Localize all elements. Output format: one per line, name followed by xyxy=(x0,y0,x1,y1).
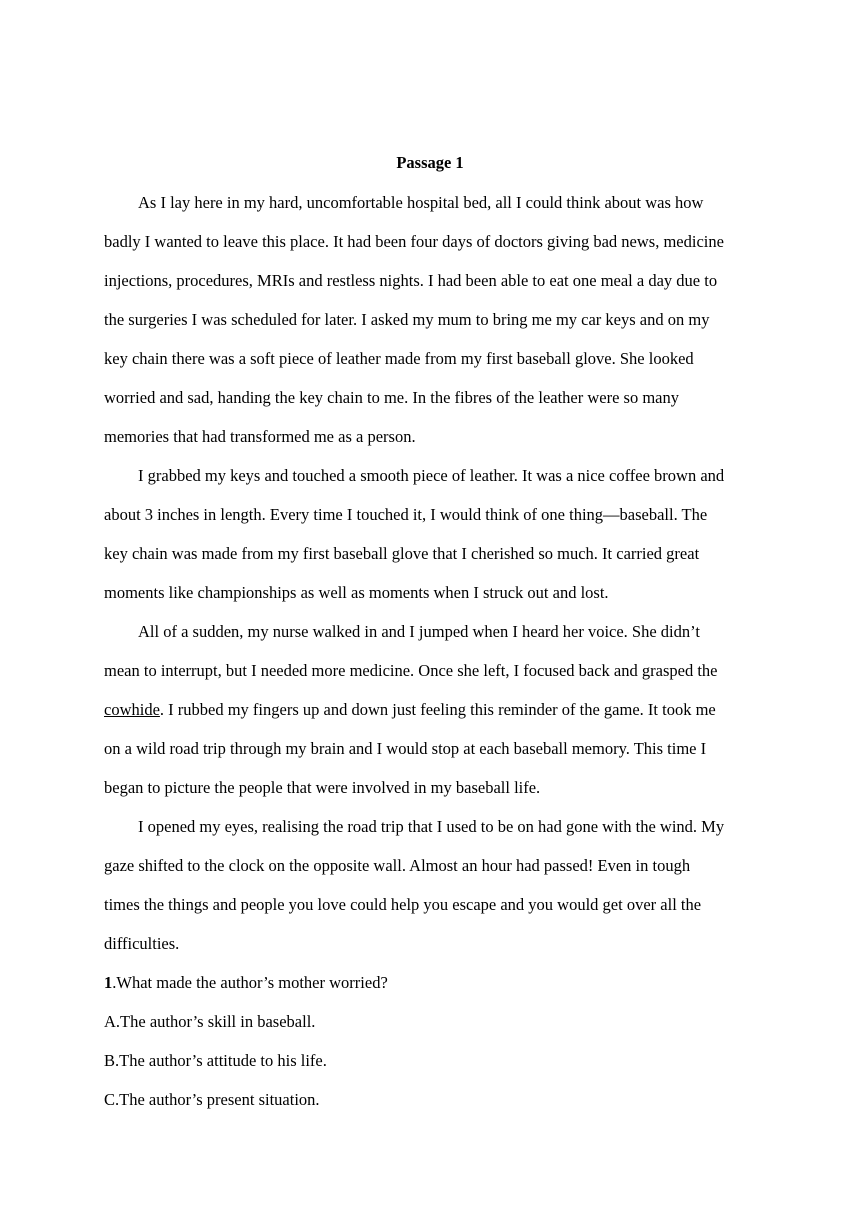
paragraph-4-line-1: I opened my eyes, realising the road trip that I used to be on had gone with the wind. My xyxy=(138,817,725,836)
question-text: .What made the author’s mother worried? xyxy=(112,973,388,992)
paragraph-3-line-5: began to picture the people that were involved in my baseball life. xyxy=(104,778,541,797)
paragraph-1-line-1: As I lay here in my hard, uncomfortable hospital bed, all I could think about was how xyxy=(138,193,704,212)
option-a: A.The author’s skill in baseball. xyxy=(104,1012,316,1031)
paragraph-4-line-3: times the things and people you love could help you escape and you would get over all the xyxy=(104,895,702,914)
option-b: B.The author’s attitude to his life. xyxy=(104,1051,327,1070)
paragraph-1-line-3: injections, procedures, MRIs and restless nights. I had been able to eat one meal a day due to xyxy=(104,271,718,290)
passage-title: Passage 1 xyxy=(396,153,464,172)
paragraph-3-line-4: on a wild road trip through my brain and I would stop at each baseball memory. This time I xyxy=(104,739,707,758)
paragraph-3-line-3 xyxy=(104,700,716,720)
paragraph-1-line-7: memories that had transformed me as a person. xyxy=(104,427,416,446)
paragraph-4-line-4: difficulties. xyxy=(104,934,180,953)
paragraph-2-line-2: about 3 inches in length. Every time I touched it, I would think of one thing—baseball. The xyxy=(104,505,708,524)
paragraph-4-line-2: gaze shifted to the clock on the opposite wall. Almost an hour had passed! Even in tough xyxy=(104,856,691,875)
paragraph-2-line-4: moments like championships as well as moments when I struck out and lost. xyxy=(104,583,609,602)
paragraph-2-line-3: key chain was made from my first baseball glove that I cherished so much. It carried great xyxy=(104,544,700,563)
paragraph-1-line-4: the surgeries I was scheduled for later. I asked my mum to bring me my car keys and on my xyxy=(104,310,710,329)
underlined-word-cowhide: cowhide xyxy=(104,700,160,719)
paragraph-3-line-1: All of a sudden, my nurse walked in and I jumped when I heard her voice. She didn’t xyxy=(138,622,700,641)
paragraph-1-line-6: worried and sad, handing the key chain to me. In the fibres of the leather were so many xyxy=(104,388,680,407)
option-c: C.The author’s present situation. xyxy=(104,1090,320,1109)
paragraph-2-line-1: I grabbed my keys and touched a smooth piece of leather. It was a nice coffee brown and xyxy=(138,466,725,485)
paragraph-3-line-2: mean to interrupt, but I needed more medicine. Once she left, I focused back and grasped the xyxy=(104,661,718,680)
question-number: 1 xyxy=(104,973,113,992)
question-1 xyxy=(104,973,388,993)
paragraph-3-line-3-rest: . I rubbed my fingers up and down just feeling this reminder of the game. It took me xyxy=(159,700,716,719)
paragraph-1-line-2: badly I wanted to leave this place. It had been four days of doctors giving bad news, medicine xyxy=(104,232,724,251)
paragraph-1-line-5: key chain there was a soft piece of leather made from my first baseball glove. She looked xyxy=(104,349,694,368)
